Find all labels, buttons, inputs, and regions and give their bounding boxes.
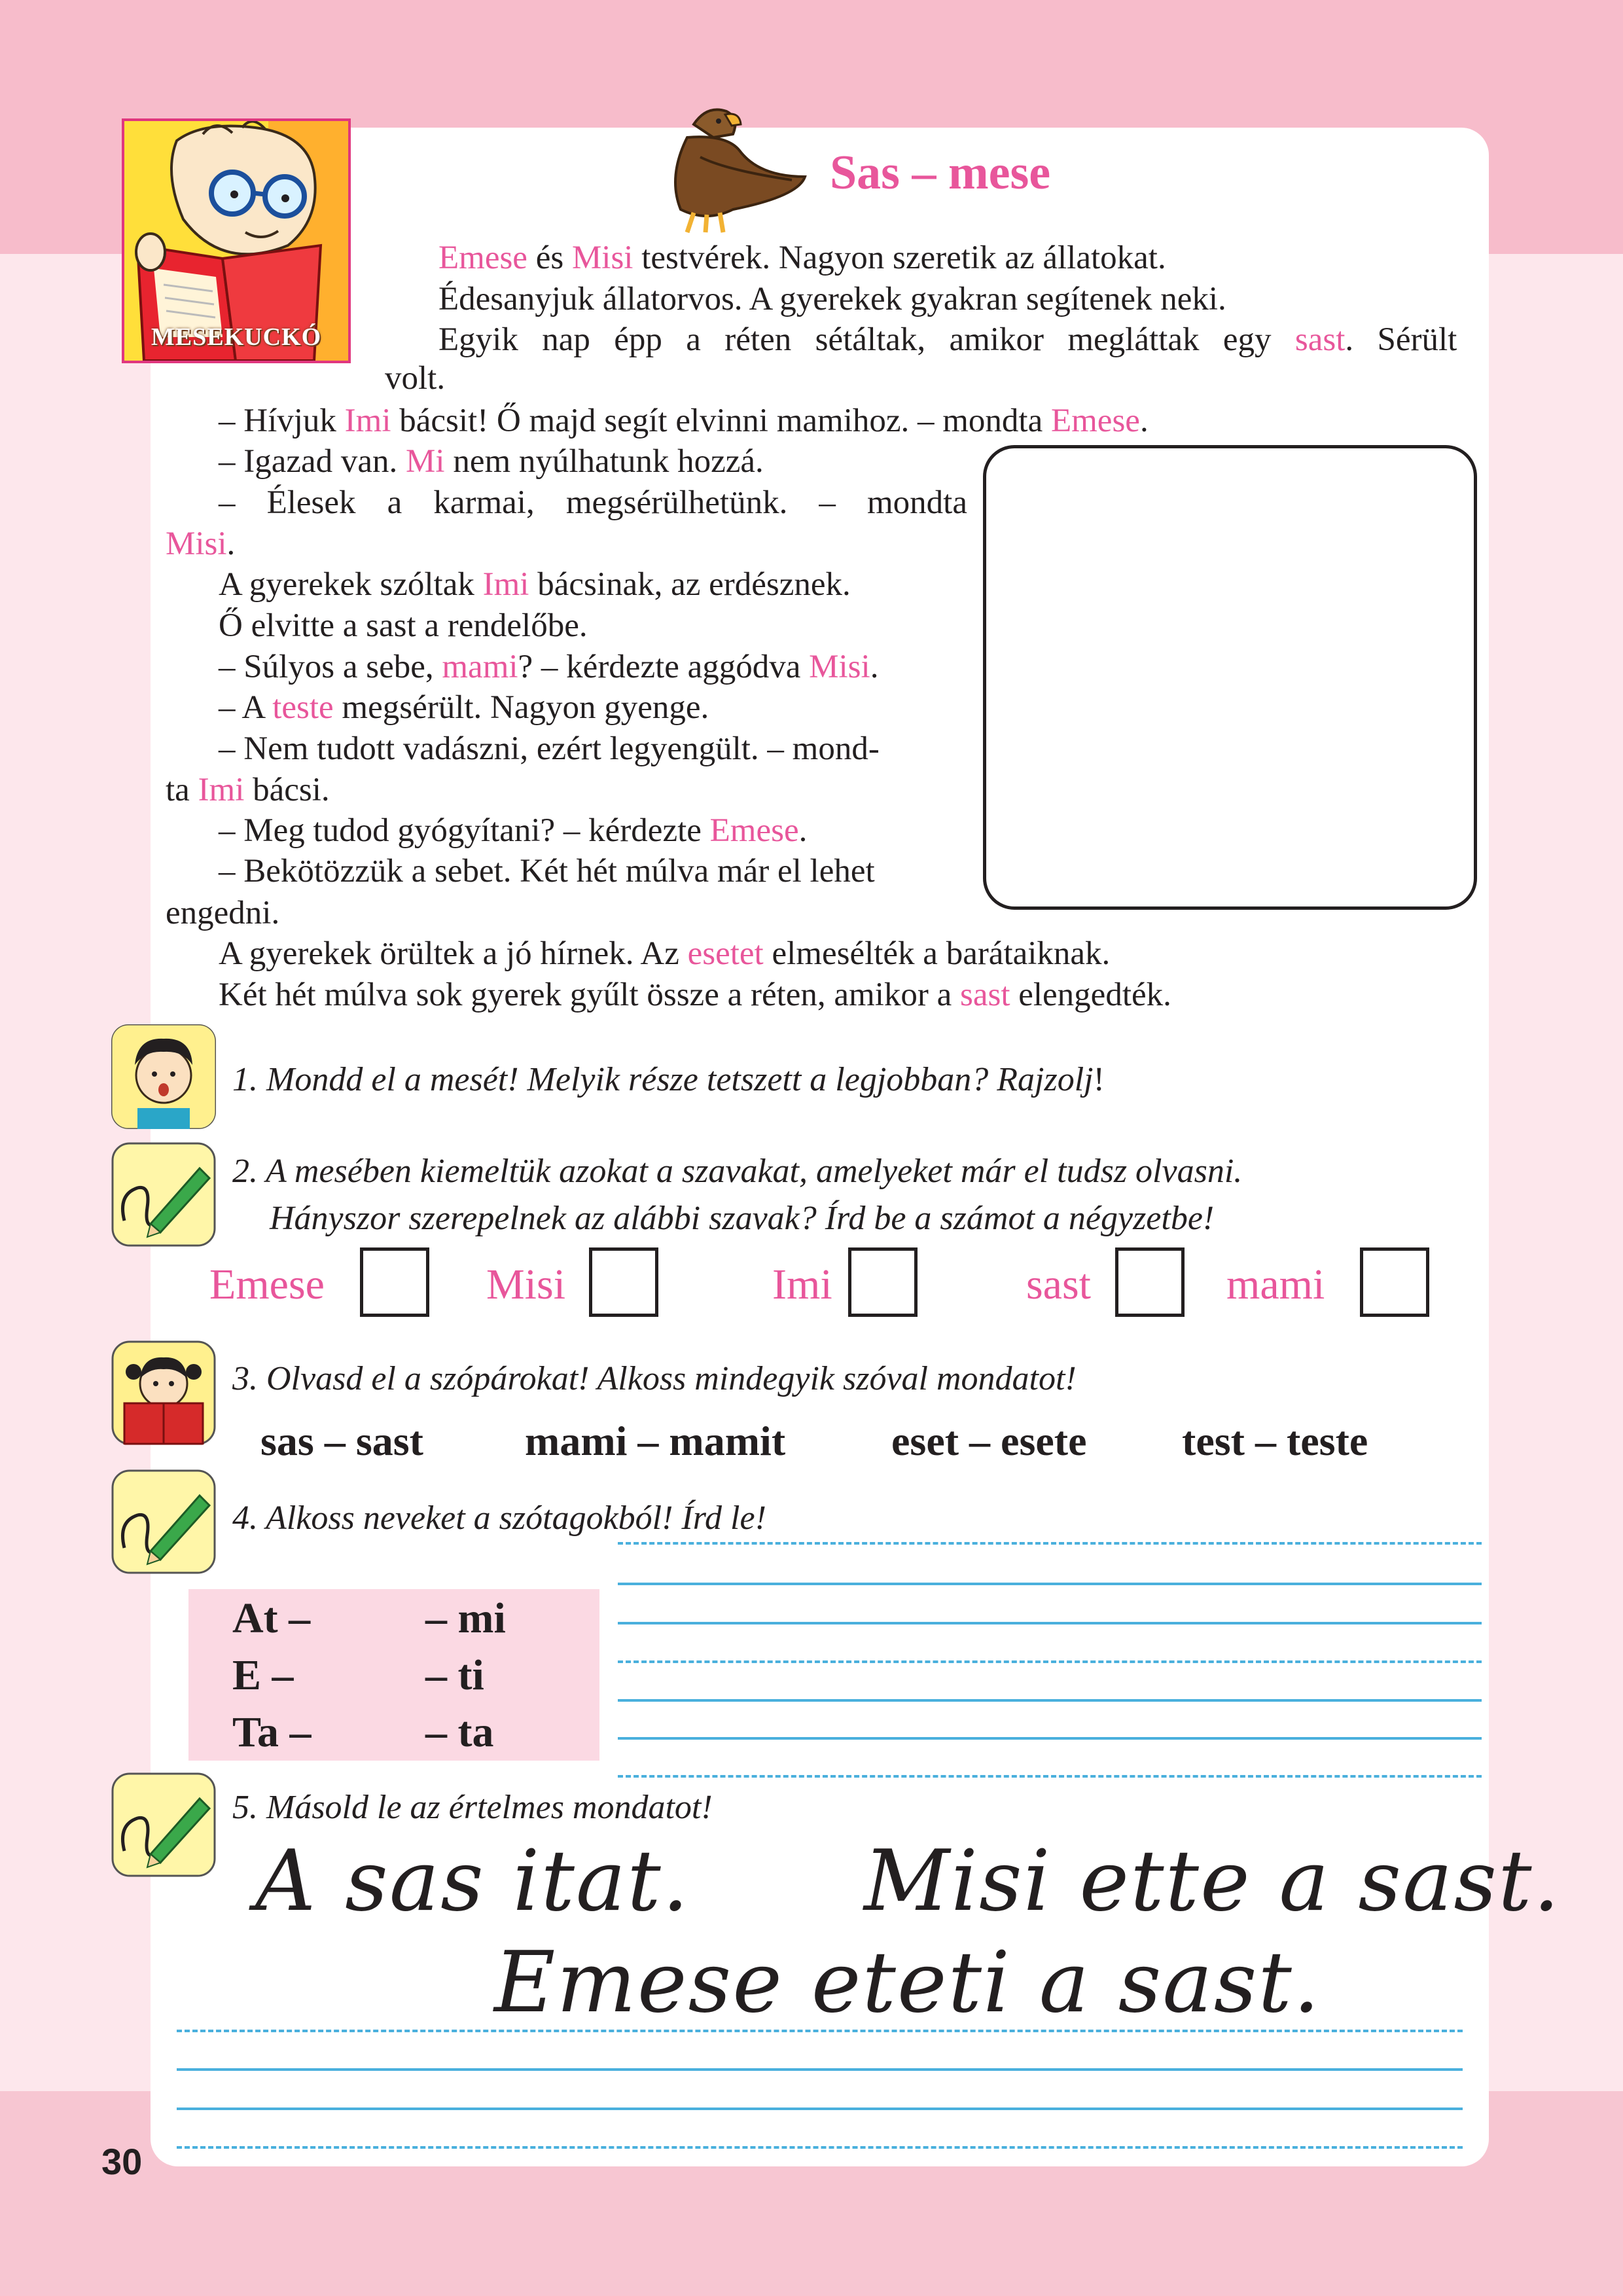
word-emese: Emese	[209, 1261, 325, 1308]
story-text-segment: és	[527, 240, 572, 276]
story-line	[219, 482, 967, 523]
story-line	[166, 770, 330, 810]
story-text-segment: . Sérült	[1345, 321, 1457, 358]
story-text-segment: – Élesek a karmai, megsérülhetünk. – mondta	[219, 484, 967, 521]
story-text-segment: ? – kérdezte aggódva	[518, 649, 810, 685]
copy-line-dashed[interactable]	[177, 2146, 1463, 2149]
story-text-segment: – Meg tudod gyógyítani? – kérdezte	[219, 812, 710, 849]
highlighted-word: teste	[272, 689, 334, 726]
story-text-segment: bácsit! Ő majd segít elvinni mamihoz. – mondta	[391, 403, 1051, 439]
highlighted-word: Misi	[571, 240, 633, 276]
pencil-writing-icon	[111, 1772, 216, 1877]
task-4-text: 4. Alkoss neveket a szótagokból! Írd le!	[232, 1499, 766, 1537]
pair-1: sas – sast	[260, 1418, 423, 1464]
story-text-segment: .	[798, 812, 808, 849]
count-box-sast[interactable]	[1115, 1247, 1185, 1317]
story-line	[219, 401, 1149, 441]
highlighted-word: sast	[1294, 321, 1346, 358]
highlighted-word: mami	[442, 649, 518, 685]
pair-4: test – teste	[1182, 1418, 1368, 1464]
word-sast: sast	[1026, 1261, 1091, 1308]
word-misi: Misi	[486, 1261, 566, 1308]
story-text-segment: – Súlyos a sebe,	[219, 649, 442, 685]
story-text-segment: nem nyúlhatunk hozzá.	[444, 443, 764, 480]
story-text-segment: A gyerekek örültek a jó hírnek. Az	[219, 935, 688, 972]
task-5-text: 5. Másold le az értelmes mondatot!	[232, 1789, 713, 1826]
highlighted-word: Emese	[709, 812, 799, 849]
syllable-right-3: – ta	[425, 1708, 494, 1756]
task-3-text: 3. Olvasd el a szópárokat! Alkoss mindegyik szóval mondatot!	[232, 1360, 1077, 1397]
story-text-segment: elmesélték a barátaiknak.	[763, 935, 1111, 972]
pair-3: eset – esete	[891, 1418, 1087, 1464]
highlighted-word: Mi	[406, 443, 445, 480]
pair-2: mami – mamit	[525, 1418, 786, 1464]
talking-boy-icon	[111, 1024, 216, 1129]
writing-line-dashed[interactable]	[618, 1542, 1482, 1545]
girl-reading-book-icon	[111, 1340, 216, 1445]
syllable-left-3: Ta –	[232, 1708, 312, 1756]
story-line	[219, 851, 875, 891]
highlighted-word: Misi	[809, 649, 870, 685]
story-line	[166, 524, 235, 564]
story-text-segment: Egyik nap épp a réten sétáltak, amikor megláttak egy	[438, 321, 1295, 358]
highlighted-word: Imi	[482, 566, 529, 603]
story-text-segment: – Hívjuk	[219, 403, 345, 439]
word-mami: mami	[1226, 1261, 1325, 1308]
story-text-segment: Ő elvitte a sast a rendelőbe.	[219, 607, 588, 644]
story-title: Sas – mese	[830, 146, 1051, 200]
word-imi: Imi	[772, 1261, 832, 1308]
writing-line[interactable]	[618, 1737, 1482, 1740]
syllable-left-2: E –	[232, 1651, 294, 1699]
story-line	[438, 279, 1226, 319]
highlighted-word: Imi	[198, 772, 245, 808]
highlighted-word: Emese	[438, 240, 527, 276]
story-text-segment: ta	[166, 772, 198, 808]
story-text-segment: engedni.	[166, 895, 280, 931]
page-number: 30	[101, 2141, 143, 2182]
story-line	[385, 358, 445, 399]
syllable-right-2: – ti	[425, 1651, 484, 1699]
story-line	[219, 975, 1171, 1015]
writing-line[interactable]	[618, 1699, 1482, 1702]
story-text-segment: – Bekötözzük a sebet. Két hét múlva már el lehet	[219, 853, 875, 889]
eagle-icon	[648, 98, 812, 236]
story-text-segment: .	[1139, 403, 1149, 439]
story-line	[219, 647, 878, 687]
copy-line[interactable]	[177, 2068, 1463, 2071]
story-text-segment: A gyerekek szóltak	[219, 566, 483, 603]
pencil-writing-icon	[111, 1142, 216, 1247]
story-line	[219, 564, 851, 605]
task-2-line-2: Hányszor szerepelnek az alábbi szavak? Írd be a számot a négyzetbe!	[270, 1200, 1215, 1237]
drawing-box[interactable]	[983, 445, 1477, 910]
script-sentence-2: Misi ette a sast.	[864, 1833, 1561, 1930]
story-line	[219, 687, 709, 728]
task-1-exclaim: !	[1093, 1061, 1105, 1098]
copy-line-dashed[interactable]	[177, 2030, 1463, 2032]
writing-line[interactable]	[618, 1622, 1482, 1624]
story-text-segment: .	[870, 649, 879, 685]
story-text-segment: Édesanyjuk állatorvos. A gyerekek gyakran segítenek neki.	[438, 281, 1226, 317]
count-box-misi[interactable]	[589, 1247, 658, 1317]
story-line	[438, 238, 1166, 278]
count-box-emese[interactable]	[360, 1247, 429, 1317]
task-2-line-1: 2. A mesében kiemeltük azokat a szavakat, amelyeket már el tudsz olvasni.	[232, 1153, 1243, 1190]
script-sentence-1: A sas itat.	[255, 1833, 690, 1930]
task-1-instruction: 1. Mondd el a mesét! Melyik része tetszett a legjobban? Rajzolj	[232, 1061, 1094, 1098]
story-line	[219, 933, 1110, 974]
story-text-segment: – Nem tudott vadászni, ezért legyengült. – mond-	[219, 730, 880, 767]
story-line	[166, 893, 279, 933]
syllable-left-1: At –	[232, 1594, 311, 1642]
syllable-right-1: – mi	[425, 1594, 506, 1642]
story-text-segment: testvérek. Nagyon szeretik az állatokat.	[633, 240, 1166, 276]
writing-line-dashed[interactable]	[618, 1775, 1482, 1778]
highlighted-word: sast	[959, 977, 1010, 1013]
story-line	[219, 810, 807, 851]
script-sentence-3: Emese eteti a sast.	[494, 1934, 1321, 2032]
story-text-segment: bácsinak, az erdésznek.	[529, 566, 851, 603]
count-box-imi[interactable]	[848, 1247, 918, 1317]
story-text-segment: – A	[219, 689, 273, 726]
story-text-segment: Két hét múlva sok gyerek gyűlt össze a réten, amikor a	[219, 977, 960, 1013]
highlighted-word: Imi	[344, 403, 391, 439]
badge-label: MESEKUCKÓ	[151, 323, 322, 351]
story-text-segment: .	[226, 526, 236, 562]
highlighted-word: Emese	[1050, 403, 1140, 439]
story-text-segment: volt.	[385, 360, 446, 397]
story-text-segment: – Igazad van.	[219, 443, 406, 480]
story-line	[219, 728, 880, 769]
highlighted-word: Misi	[166, 526, 227, 562]
writing-line-dashed[interactable]	[618, 1660, 1482, 1663]
count-box-mami[interactable]	[1360, 1247, 1429, 1317]
pencil-writing-icon	[111, 1469, 216, 1574]
story-line	[219, 441, 764, 482]
writing-line[interactable]	[618, 1583, 1482, 1585]
mesekucko-badge	[122, 118, 351, 363]
story-text-segment: elengedték.	[1010, 977, 1171, 1013]
story-line	[219, 605, 588, 646]
highlighted-word: esetet	[687, 935, 764, 972]
story-text-segment: bácsi.	[244, 772, 330, 808]
copy-line[interactable]	[177, 2108, 1463, 2110]
task-1-text	[232, 1060, 1105, 1099]
story-text-segment: megsérült. Nagyon gyenge.	[333, 689, 709, 726]
story-line	[438, 319, 1457, 360]
